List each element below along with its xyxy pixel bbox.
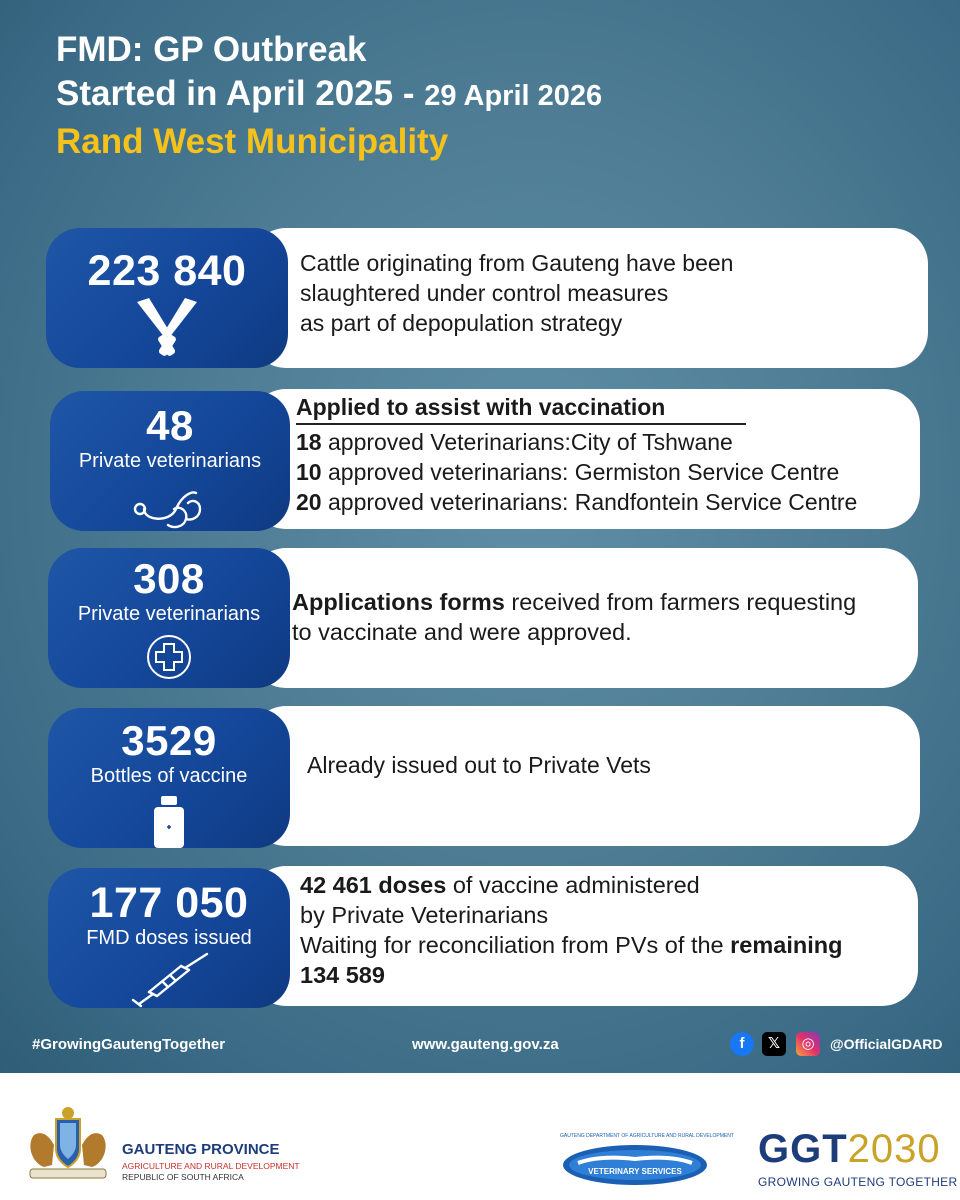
stat-label: Private veterinarians — [77, 603, 261, 625]
card-bottles-text: Already issued out to Private Vets — [307, 752, 651, 778]
text-line: as part of depopulation strategy — [300, 310, 623, 336]
stat-label: Private veterinarians — [78, 450, 262, 472]
province-name: GAUTENG PROVINCE — [122, 1141, 280, 1158]
ggt2030-wordmark — [758, 1129, 957, 1169]
coat-of-arms-icon — [18, 1105, 118, 1183]
instagram-icon[interactable]: ◎ — [796, 1032, 820, 1056]
title-date-range: Started in April 2025 - — [56, 74, 425, 113]
text-line — [300, 960, 842, 990]
text-line — [292, 587, 856, 617]
card-vets-applied-text — [296, 392, 857, 517]
card-doses-text — [300, 870, 842, 990]
stat-label: Bottles of vaccine — [90, 765, 248, 787]
vet-row-text: approved Veterinarians:City of Tshwane — [321, 429, 733, 455]
stethoscope-icon — [130, 479, 210, 531]
syringe-icon — [119, 952, 219, 1008]
vet-services-label: VETERINARY SERVICES — [588, 1167, 682, 1176]
text-part: received from farmers requesting — [504, 589, 857, 615]
header — [56, 28, 602, 166]
bold-phrase: 134 589 — [300, 962, 385, 988]
stat-slaughtered — [46, 228, 288, 368]
bold-phrase: Applications forms — [292, 589, 505, 615]
bold-phrase: 42 461 doses — [300, 872, 447, 898]
bold-phrase: remaining — [730, 932, 843, 958]
medical-cross-icon — [144, 632, 194, 682]
vet-row — [296, 427, 857, 457]
vet-row-text: approved veterinarians: Randfontein Service Centre — [321, 489, 858, 515]
veterinary-services-logo — [560, 1133, 734, 1187]
title-line-2 — [56, 72, 602, 118]
text-part: Waiting for reconciliation from PVs of the — [300, 932, 731, 958]
title-end-date: 29 April 2026 — [424, 80, 603, 112]
card-applications-text — [292, 587, 856, 647]
text-line: by Private Veterinarians — [300, 902, 549, 928]
text-line: to vaccinate and were approved. — [292, 619, 632, 645]
title-line-1: FMD: GP Outbreak — [56, 30, 367, 69]
ggt-year: 2030 — [847, 1127, 941, 1171]
vet-row — [296, 487, 857, 517]
vet-count: 18 — [296, 429, 322, 455]
stat-private-vets — [50, 391, 290, 531]
stat-label: FMD doses issued — [86, 927, 252, 949]
ggt2030-logo — [758, 1129, 957, 1189]
country-name: REPUBLIC OF SOUTH AFRICA — [122, 1172, 244, 1182]
department-name: AGRICULTURE AND RURAL DEVELOPMENT — [122, 1161, 300, 1171]
stat-doses — [48, 868, 290, 1008]
vet-count: 20 — [296, 489, 322, 515]
x-icon[interactable]: 𝕏 — [762, 1032, 786, 1056]
municipality-title: Rand West Municipality — [56, 122, 449, 161]
applied-heading: Applied to assist with vaccination — [296, 392, 746, 425]
text-line — [300, 870, 842, 900]
stat-applications — [48, 548, 290, 688]
website-link[interactable]: www.gauteng.gov.za — [412, 1036, 559, 1053]
stat-number: 223 840 — [87, 247, 247, 295]
stat-number: 48 — [146, 402, 194, 449]
facebook-icon[interactable]: f — [730, 1032, 754, 1056]
logo-band — [0, 1073, 960, 1200]
crossed-knives-icon — [127, 296, 207, 358]
vet-services-emblem-icon — [560, 1133, 734, 1187]
text-line: slaughtered under control measures — [300, 280, 669, 306]
ggt-letters: GGT — [758, 1127, 848, 1171]
vet-row-text: approved veterinarians: Germiston Service Centre — [321, 459, 840, 485]
vet-arc-text: GAUTENG DEPARTMENT OF AGRICULTURE AND RURAL DEVELOPMENT — [560, 1133, 734, 1139]
stat-bottles — [48, 708, 290, 848]
stat-number: 177 050 — [89, 879, 249, 927]
text-part: of vaccine administered — [446, 872, 700, 898]
stat-number: 3529 — [121, 717, 217, 764]
vet-row — [296, 457, 857, 487]
stat-number: 308 — [133, 555, 205, 602]
vaccine-bottle-icon — [149, 794, 189, 850]
ggt-tagline: GROWING GAUTENG TOGETHER — [758, 1175, 958, 1189]
text-line — [300, 930, 842, 960]
gauteng-province-text — [122, 1141, 300, 1182]
text-line: Cattle originating from Gauteng have been — [300, 250, 734, 276]
card-slaughtered-text — [300, 248, 733, 338]
social-handle[interactable]: @OfficialGDARD — [830, 1036, 943, 1052]
vet-count: 10 — [296, 459, 322, 485]
hashtag-link[interactable]: #GrowingGautengTogether — [32, 1036, 226, 1053]
gauteng-coat-of-arms-logo — [18, 1105, 118, 1183]
